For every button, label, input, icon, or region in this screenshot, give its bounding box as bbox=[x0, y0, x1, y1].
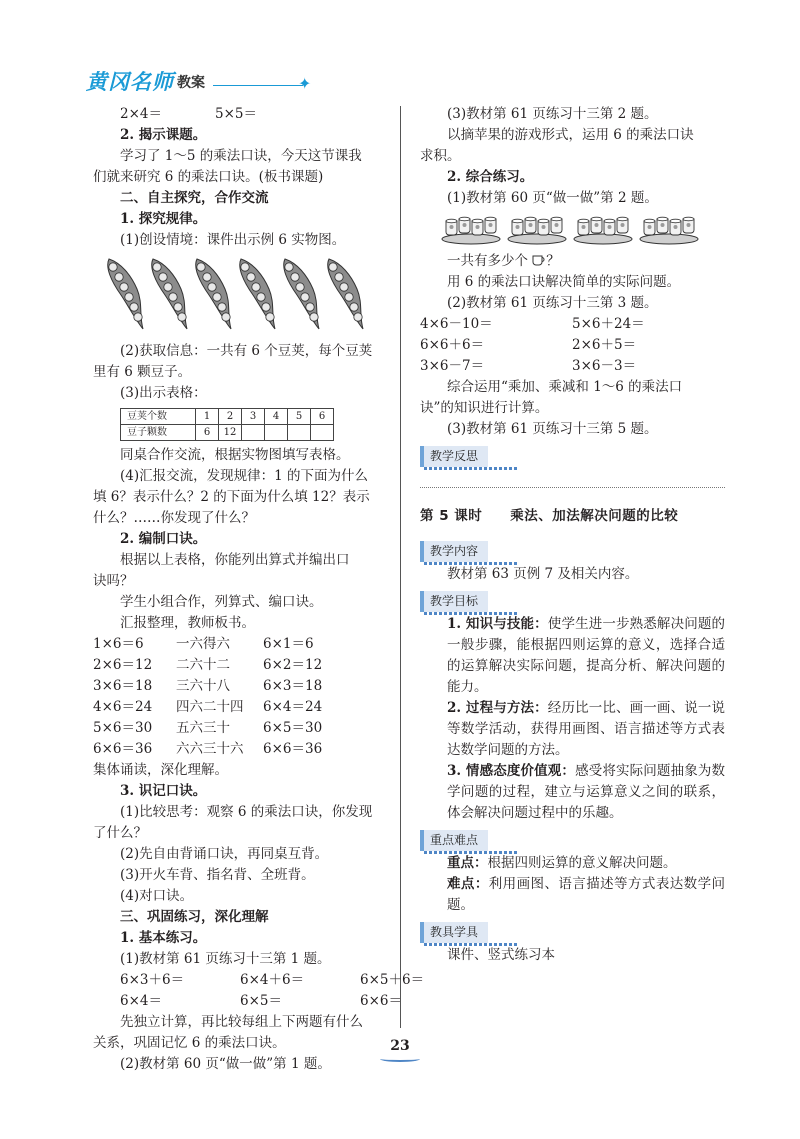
equation: 4×6＝24 bbox=[93, 699, 153, 715]
equation: 6×4＋6＝ bbox=[240, 972, 305, 988]
section-heading: 1. 基本练习。 bbox=[120, 930, 207, 946]
equation: 1×6＝6 bbox=[93, 636, 144, 652]
equation: 5×6＋24＝ bbox=[572, 316, 645, 332]
paragraph-line: 了什么？ bbox=[93, 825, 147, 841]
table-cell: 6 bbox=[196, 425, 219, 441]
paragraph-line: (2)获取信息：一共有 6 个豆荚，每个豆荚 bbox=[120, 343, 373, 359]
section-heading: 1. 探究规律。 bbox=[120, 211, 207, 227]
section-tag-reflection: 教学反思 bbox=[420, 446, 488, 467]
difficult-text: 利用画图、语言描述等方式表达数学问题。 bbox=[447, 876, 726, 913]
paragraph-line: (2)教材第 61 页练习十三第 3 题。 bbox=[447, 295, 658, 311]
bean-pods-illustration bbox=[93, 255, 398, 335]
table-row-header: 豆荚个数 bbox=[121, 409, 196, 425]
difficult-point bbox=[420, 874, 725, 916]
table-row bbox=[93, 697, 398, 718]
table-row bbox=[93, 634, 398, 655]
paragraph-line: (1)教材第 60 页“做一做”第 2 题。 bbox=[447, 190, 658, 206]
paragraph-line: 根据以上表格，你能列出算式并编出口 bbox=[120, 552, 350, 568]
paragraph-line: 用 6 的乘法口诀解决简单的实际问题。 bbox=[447, 274, 681, 290]
paragraph-line: 关系，巩固记忆 6 的乘法口诀。 bbox=[93, 1035, 286, 1051]
mnemonic: 一六得六 bbox=[176, 636, 230, 652]
equation: 3×6＝18 bbox=[93, 678, 153, 694]
table-cell bbox=[288, 425, 311, 441]
page-number: 23 bbox=[390, 1038, 410, 1054]
goal-text: 使学生进一步熟悉解决问题的一般步骤，能根据四则运算的意义，选择合适的运算解决实际问题，提高分析、解决问题的能力。 bbox=[447, 616, 726, 695]
right-column bbox=[420, 104, 725, 966]
star-icon: ✦ bbox=[298, 74, 312, 93]
equation: 5×6＝30 bbox=[93, 720, 153, 736]
paragraph-line: 学生小组合作，列算式、编口诀。 bbox=[120, 594, 323, 610]
paragraph-line: 集体诵读，深化理解。 bbox=[93, 762, 228, 778]
lesson-number: 第 5 课时 bbox=[420, 508, 483, 524]
paragraph-line: (3)教材第 61 页练习十三第 2 题。 bbox=[447, 106, 658, 122]
goal-item bbox=[420, 614, 725, 698]
bean-pod-icon bbox=[279, 255, 323, 333]
question-text: 一共有多少个 bbox=[447, 253, 528, 269]
paragraph-line: 同桌合作交流，根据实物图填写表格。 bbox=[120, 447, 350, 463]
table-cell: 12 bbox=[219, 425, 242, 441]
table-cell bbox=[265, 425, 288, 441]
part-heading: 二、自主探究，合作交流 bbox=[120, 190, 269, 206]
paragraph-line: 课件、竖式练习本 bbox=[447, 947, 555, 963]
cup-icon bbox=[532, 254, 546, 266]
key-text: 根据四则运算的意义解决问题。 bbox=[487, 855, 677, 871]
bean-count-table bbox=[120, 408, 334, 441]
table-cell bbox=[311, 425, 334, 441]
table-row bbox=[93, 655, 398, 676]
paragraph-line: 求积。 bbox=[420, 148, 461, 164]
equation: 6×6＝ bbox=[360, 993, 402, 1009]
goal-text: 经历比一比、画一画、说一说等数学活动，获得用画图、语言描述等方式表达数学问题的方法。 bbox=[447, 700, 726, 758]
table-row bbox=[93, 718, 398, 739]
goal-label: 3. 情感态度价值观： bbox=[447, 763, 576, 779]
section-heading: 2. 编制口诀。 bbox=[120, 531, 207, 547]
exercise-row bbox=[420, 314, 725, 335]
equation: 6×6＝36 bbox=[93, 741, 153, 757]
table-cell: 3 bbox=[242, 409, 265, 425]
paragraph-line: 填 6？表示什么？2 的下面为什么填 12？表示 bbox=[93, 489, 370, 505]
table-row bbox=[93, 739, 398, 760]
paragraph-line: 汇报整理，教师板书。 bbox=[120, 615, 255, 631]
bean-pod-icon bbox=[147, 255, 191, 333]
equation: 6×5＋6＝ bbox=[360, 972, 425, 988]
header-rule bbox=[213, 85, 303, 86]
exercise-row bbox=[420, 356, 725, 377]
mnemonic: 六六三十六 bbox=[176, 741, 244, 757]
paragraph-line: 综合运用“乘加、乘减和 1～6 的乘法口 bbox=[447, 379, 683, 395]
bean-pod-icon bbox=[103, 255, 147, 333]
cup-set-icon bbox=[638, 211, 700, 245]
equation: 6×6＝36 bbox=[263, 741, 323, 757]
paragraph-line: 以摘苹果的游戏形式，运用 6 的乘法口诀 bbox=[447, 127, 694, 143]
header-brand: 黄冈名师 bbox=[86, 70, 174, 94]
goal-item bbox=[420, 761, 725, 824]
section-heading: 2. 揭示课题。 bbox=[120, 127, 207, 143]
cup-set-icon bbox=[506, 211, 568, 245]
goal-text: 感受将实际问题抽象为数学问题的过程，建立与运算意义之间的联系，体会解决问题过程中的乐趣。 bbox=[447, 763, 726, 821]
equation: 6×4＝ bbox=[120, 993, 162, 1009]
page-number-ornament bbox=[380, 1056, 420, 1062]
paragraph-line: 里有 6 颗豆子。 bbox=[93, 364, 192, 380]
equation: 6×1＝6 bbox=[263, 636, 314, 652]
lesson-title bbox=[420, 506, 725, 527]
table-row bbox=[93, 676, 398, 697]
equation: 6×6＋6＝ bbox=[420, 337, 485, 353]
cup-sets-illustration bbox=[420, 211, 725, 247]
table-cell: 1 bbox=[196, 409, 219, 425]
section-tag-keypoints: 重点难点 bbox=[420, 830, 488, 851]
calc-item: 2×4＝ bbox=[120, 106, 162, 122]
paragraph-line: 什么？……你发现了什么？ bbox=[93, 510, 255, 526]
paragraph-line: (3)开火车背、指名背、全班背。 bbox=[120, 867, 315, 883]
cup-set-icon bbox=[572, 211, 634, 245]
table-cell: 2 bbox=[219, 409, 242, 425]
table-cell: 5 bbox=[288, 409, 311, 425]
equation: 6×5＝30 bbox=[263, 720, 323, 736]
table-cell: 6 bbox=[311, 409, 334, 425]
table-cell: 4 bbox=[265, 409, 288, 425]
equation: 2×6＝12 bbox=[93, 657, 153, 673]
equation: 6×4＝24 bbox=[263, 699, 323, 715]
paragraph-line: (1)创设情境：课件出示例 6 实物图。 bbox=[120, 232, 346, 248]
exercise-row bbox=[93, 970, 425, 991]
paragraph-line: 教材第 63 页例 7 及相关内容。 bbox=[447, 566, 639, 582]
section-heading: 2. 综合练习。 bbox=[447, 169, 534, 185]
equation: 4×6－10＝ bbox=[420, 316, 493, 332]
bean-pod-icon bbox=[323, 255, 367, 333]
paragraph-line: (3)教材第 61 页练习十三第 5 题。 bbox=[447, 421, 658, 437]
table-row bbox=[121, 425, 334, 441]
exercise-row bbox=[420, 335, 725, 356]
reflection-writing-line bbox=[420, 487, 725, 488]
goal-label: 1. 知识与技能： bbox=[447, 616, 548, 632]
paragraph-line: (2)先自由背诵口诀，再同桌互背。 bbox=[120, 846, 329, 862]
difficult-label: 难点： bbox=[447, 876, 489, 892]
calc-item: 5×5＝ bbox=[215, 106, 257, 122]
section-heading: 3. 识记口诀。 bbox=[120, 783, 207, 799]
cup-set-icon bbox=[440, 211, 502, 245]
mnemonic: 三六十八 bbox=[176, 678, 230, 694]
equation: 3×6－7＝ bbox=[420, 358, 485, 374]
equation: 6×5＝ bbox=[240, 993, 282, 1009]
bean-pod-icon bbox=[235, 255, 279, 333]
paragraph-line bbox=[420, 251, 725, 272]
header-subtitle: 教案 bbox=[177, 75, 205, 91]
exercise-row bbox=[93, 991, 402, 1012]
equation: 2×6＋5＝ bbox=[572, 337, 637, 353]
goal-label: 2. 过程与方法： bbox=[447, 700, 548, 716]
goal-item bbox=[420, 698, 725, 761]
paragraph-line: (4)汇报交流，发现规律：1 的下面为什么 bbox=[120, 468, 369, 484]
table-row bbox=[121, 409, 334, 425]
section-tag-materials: 教具学具 bbox=[420, 922, 488, 943]
multiplication-table bbox=[93, 634, 398, 760]
calc-line bbox=[93, 104, 398, 125]
equation: 6×3＋6＝ bbox=[120, 972, 185, 988]
paragraph-line: 诀”的知识进行计算。 bbox=[420, 400, 549, 416]
equation: 6×3＝18 bbox=[263, 678, 323, 694]
mnemonic: 二六十二 bbox=[176, 657, 230, 673]
paragraph-line: 诀吗？ bbox=[93, 573, 134, 589]
paragraph-line: 们就来研究 6 的乘法口诀。(板书课题) bbox=[93, 169, 324, 185]
paragraph-line: 学习了 1～5 的乘法口诀，今天这节课我 bbox=[120, 148, 362, 164]
table-cell bbox=[242, 425, 265, 441]
mnemonic: 五六三十 bbox=[176, 720, 230, 736]
column-divider bbox=[400, 106, 401, 1028]
lesson-topic: 乘法、加法解决问题的比较 bbox=[510, 508, 679, 524]
table-row-header: 豆子颗数 bbox=[121, 425, 196, 441]
paragraph-line: 先独立计算，再比较每组上下两题有什么 bbox=[120, 1014, 363, 1030]
part-heading: 三、巩固练习，深化理解 bbox=[120, 909, 269, 925]
paragraph-line: (1)比较思考：观察 6 的乘法口诀，你发现 bbox=[120, 804, 373, 820]
paragraph-line: (4)对口诀。 bbox=[120, 888, 194, 904]
paragraph-line: (2)教材第 60 页“做一做”第 1 题。 bbox=[120, 1056, 331, 1072]
paragraph-line: (3)出示表格： bbox=[120, 385, 207, 401]
section-tag-content: 教学内容 bbox=[420, 541, 488, 562]
mnemonic: 四六二十四 bbox=[176, 699, 244, 715]
key-point bbox=[420, 853, 725, 874]
section-tag-goals: 教学目标 bbox=[420, 591, 488, 612]
equation: 3×6－3＝ bbox=[572, 358, 637, 374]
left-column bbox=[93, 104, 425, 1075]
key-label: 重点： bbox=[447, 855, 488, 871]
paragraph-line: (1)教材第 61 页练习十三第 1 题。 bbox=[120, 951, 331, 967]
question-mark: ？ bbox=[546, 253, 560, 269]
bean-pod-icon bbox=[191, 255, 235, 333]
equation: 6×2＝12 bbox=[263, 657, 323, 673]
